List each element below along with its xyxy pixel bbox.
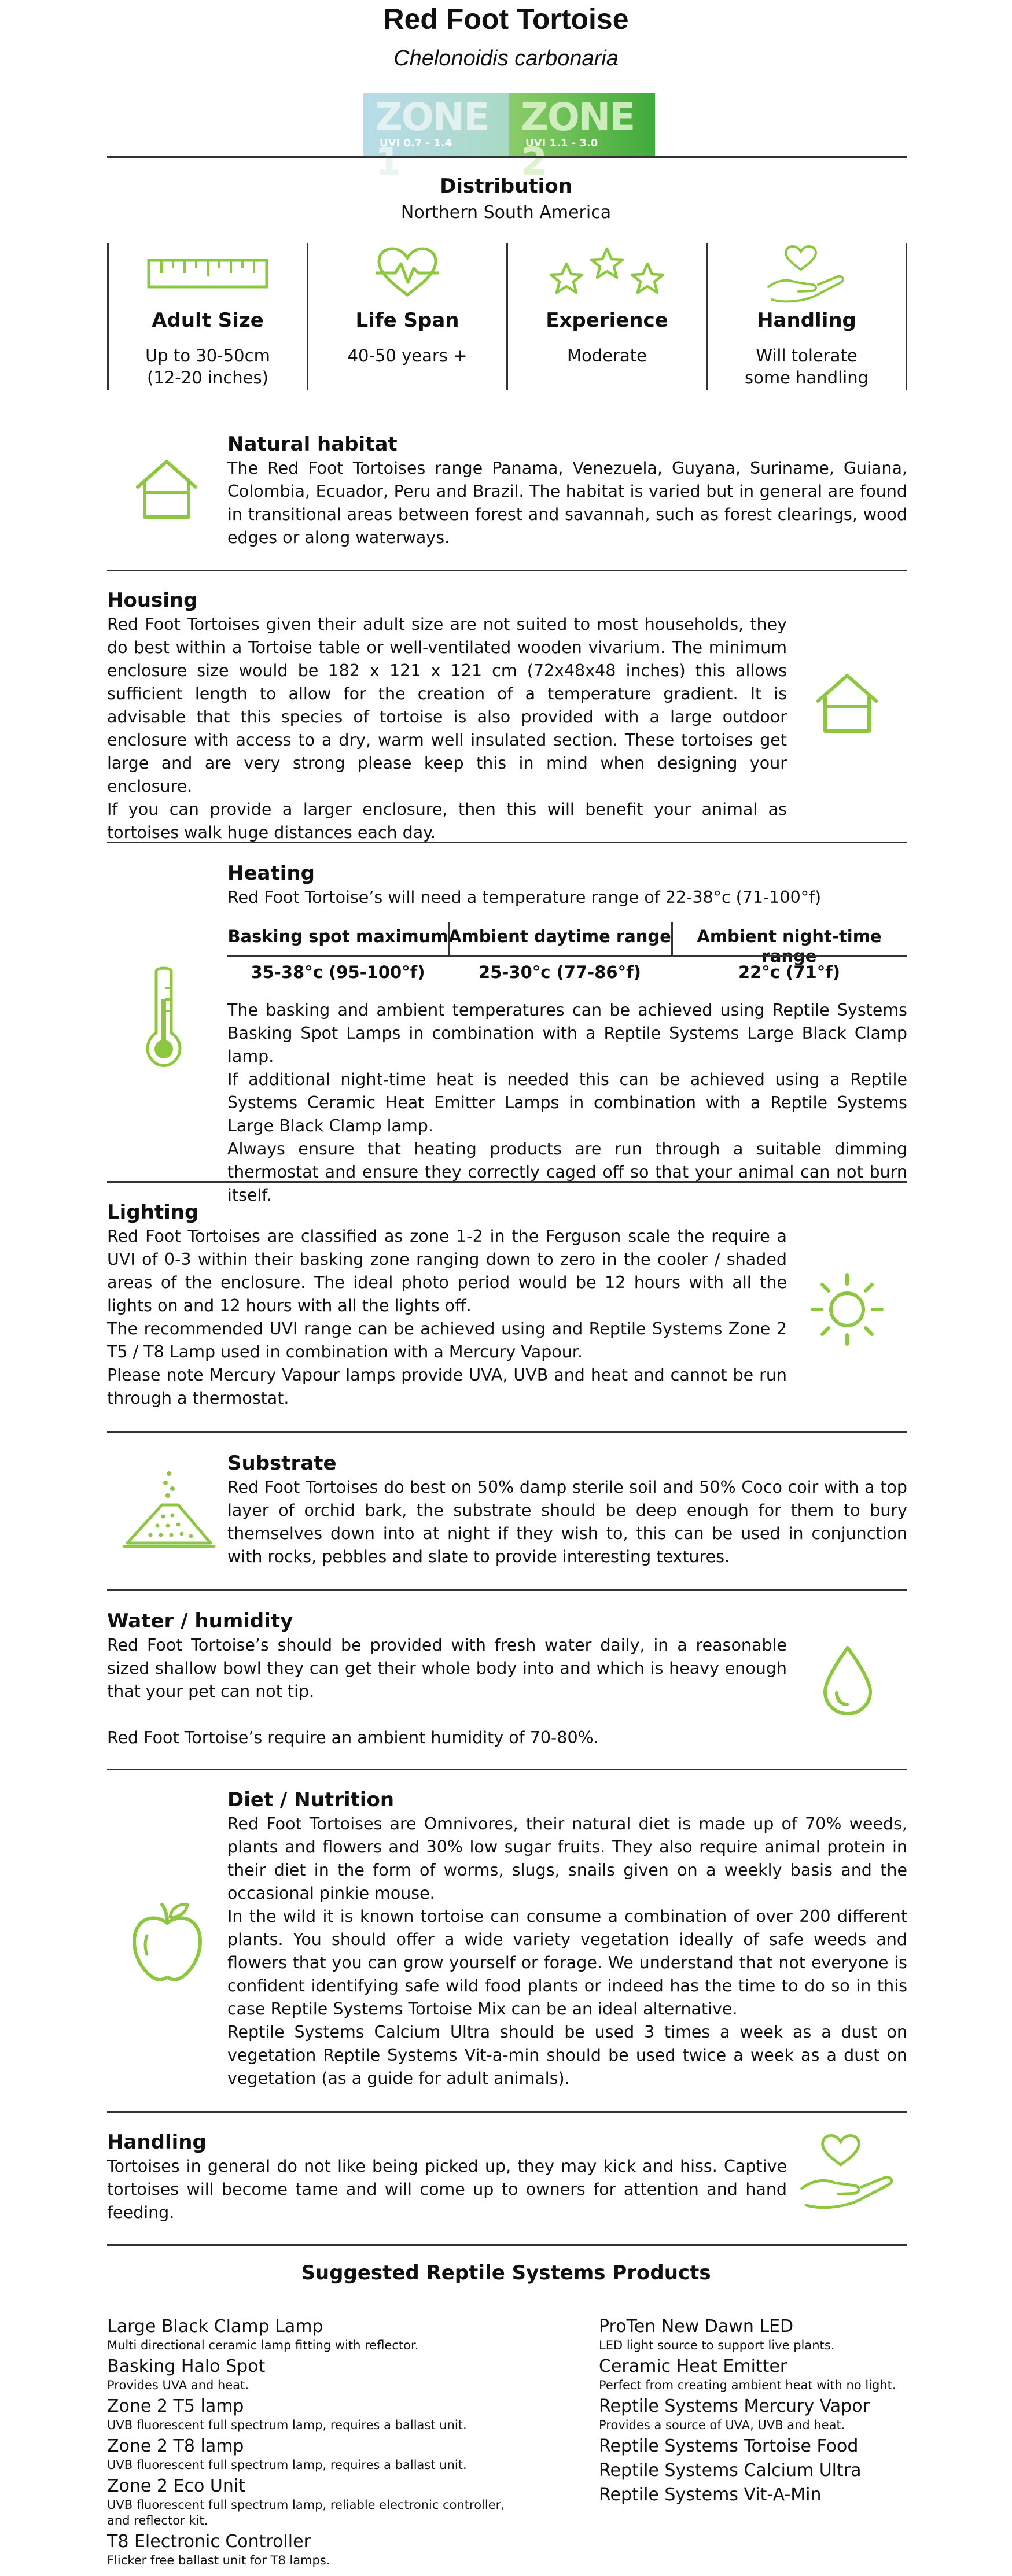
thermometer-icon: [143, 965, 184, 1069]
product-name: ProTen New Dawn LED: [599, 2316, 794, 2337]
stat-life-span: [307, 243, 506, 390]
table-cell: 22°c (71°f): [738, 962, 841, 982]
product-name: Reptile Systems Calcium Ultra: [599, 2460, 862, 2481]
stats-row: [107, 243, 907, 390]
paragraph: The basking and ambient temperatures can be achieved using Reptile Systems Basking Spot Lamps in combination with a Reptile Systems Large Black Clamp lamp.: [227, 1001, 907, 1066]
zone-1-uvi: UVI 0.7 - 1.4: [380, 137, 452, 149]
product-item: [599, 2396, 923, 2433]
paragraph: If additional night-time heat is needed this can be achieved using a Reptile Systems Ceramic Heat Emitter Lamps in combination with a Reptile Systems Large Black Clamp lamp.: [227, 1070, 907, 1135]
paragraph: Tortoises in general do not like being picked up, they may kick and hiss. Captive tortoises will become tame and will come up to owners for attention and hand feeding.: [107, 2157, 787, 2222]
paragraph: Reptile Systems Calcium Ultra should be used 3 times a week as a dust on vegetation Reptile Systems Vit-a-min should be used twice a week as a dust on vegetation (as a guide for adult animals).: [227, 2023, 907, 2088]
zone-2-name: ZONE 2: [521, 95, 635, 184]
product-name: Large Black Clamp Lamp: [107, 2316, 323, 2337]
stat-label: Life Span: [355, 309, 459, 332]
house-icon: [815, 671, 879, 736]
product-desc: UVB fluorescent full spectrum lamp, requires a ballast unit.: [107, 2458, 467, 2472]
page-title: Red Foot Tortoise: [383, 3, 629, 35]
diet-nutrition-title: Diet / Nutrition: [227, 1788, 395, 1811]
housing-text: [107, 613, 787, 844]
table-cell: 35-38°c (95-100°f): [251, 962, 425, 982]
stat-adult-size: [107, 243, 307, 390]
stat-label: Adult Size: [152, 309, 264, 332]
substrate-text: [227, 1476, 907, 1569]
water-humidity-title: Water / humidity: [107, 1610, 293, 1633]
stat-value: [109, 345, 307, 389]
products-list-left: [107, 2316, 570, 2571]
product-desc: UVB fluorescent full spectrum lamp, reliable electronic controller, and reflector kit.: [107, 2498, 505, 2527]
product-item: [599, 2316, 923, 2353]
hand-heart-icon: [798, 2134, 897, 2216]
product-item: [599, 2460, 923, 2482]
divider: [107, 570, 907, 571]
housing-title: Housing: [107, 589, 198, 612]
product-name: Basking Halo Spot: [107, 2356, 266, 2376]
product-desc: Flicker free ballast unit for T8 lamps.: [107, 2553, 330, 2567]
stars-icon: [546, 246, 668, 302]
product-item: [107, 2356, 570, 2393]
paragraph: The Red Foot Tortoises range Panama, Venezuela, Guyana, Suriname, Guiana, Colombia, Ecuador, Peru and Brazil. The habitat is varied but in general are found in transitional areas between forest and savannah, such as forest clearings, wood edges or along waterways.: [227, 459, 907, 547]
paragraph: Please note Mercury Vapour lamps provide UVA, UVB and heat and cannot be run through a thermostat.: [107, 1365, 787, 1408]
house-icon: [134, 457, 199, 522]
product-item: [107, 2531, 570, 2568]
natural-habitat-text: [227, 457, 907, 549]
paragraph: Red Foot Tortoises are classified as zone 1-2 in the Ferguson scale the require a UVI of 0-3 within their basking zone ranging down to zero in the cooler / shaded areas of the enclosure. The ideal photo period would be 12 hours with all the lights on and 12 hours with all the lights off.: [107, 1227, 787, 1315]
lighting-title: Lighting: [107, 1201, 199, 1224]
table-header: Basking spot maximum: [227, 927, 448, 946]
product-item: [107, 2316, 570, 2353]
stat-experience: [506, 243, 706, 390]
product-item: [107, 2435, 570, 2473]
stat-value-line: (12-20 inches): [147, 368, 268, 387]
handling-text: [107, 2155, 787, 2224]
product-name: Reptile Systems Vit-A-Min: [599, 2485, 822, 2505]
product-name: Zone 2 Eco Unit: [107, 2476, 245, 2496]
paragraph: Red Foot Tortoises given their adult size are not suited to most households, they do best within a Tortoise table or well-ventilated wooden vivarium. The minimum enclosure size would be 182 x 121 x 121 cm (72x48x48 inches) this allows sufficient length to allow for the creation of a temperature gradient. It is advisable that this species of tortoise is also provided with a large outdoor enclosure with access to a dry, warm well insulated section. These tortoises get large and are very strong please keep this in mind when designing your enclosure.: [107, 615, 787, 796]
apple-icon: [131, 1900, 204, 1982]
stat-value: [708, 345, 906, 389]
heating-title: Heating: [227, 862, 315, 885]
product-desc: Multi directional ceramic lamp fitting with reflector.: [107, 2338, 419, 2352]
table-divider: [671, 922, 673, 957]
divider: [107, 2111, 907, 2113]
paragraph: If you can provide a larger enclosure, then this will benefit your animal as tortoises walk huge distances each day.: [107, 800, 787, 842]
paragraph: The recommended UVI range can be achieved using and Reptile Systems Zone 2 T5 / T8 Lamp used in combination with a Mercury Vapour.: [107, 1319, 787, 1361]
lighting-text: [107, 1225, 787, 1410]
product-desc: Perfect from creating ambient heat with no light.: [599, 2378, 896, 2392]
paragraph: Red Foot Tortoises do best on 50% damp sterile soil and 50% Coco coir with a top layer of orchid bark, the substrate should be deep enough for them to bury themselves down into at night if they wish to, this can be used in conjunction with rocks, pebbles and slate to provide interesting textures.: [227, 1478, 907, 1566]
product-desc: Provides UVA and heat.: [107, 2378, 249, 2392]
divider: [107, 1769, 907, 1770]
product-name: Ceramic Heat Emitter: [599, 2356, 787, 2376]
divider: [107, 1431, 907, 1433]
zone-badge: [363, 93, 655, 184]
paragraph: Red Foot Tortoise’s require an ambient humidity of 70-80%.: [107, 1728, 599, 1747]
water-humidity-text: [107, 1634, 787, 1750]
paragraph: Always ensure that heating products are run through a suitable dimming thermostat and ensure they correctly caged off so that your animal can not burn itself.: [227, 1139, 907, 1205]
divider: [107, 2244, 907, 2246]
stat-value-line: Up to 30-50cm: [145, 346, 270, 366]
zone-2-uvi: UVI 1.1 - 3.0: [525, 137, 598, 149]
paragraph: Red Foot Tortoises are Omnivores, their natural diet is made up of 70% weeds, plants and flowers and 30% low sugar fruits. They also require animal protein in their diet in the form of worms, slugs, snails given on a weekly basis and the occasional pinkie mouse.: [227, 1814, 907, 1903]
divider: [107, 842, 907, 843]
sun-icon: [810, 1272, 884, 1346]
divider: [107, 1589, 907, 1591]
paragraph: Red Foot Tortoise’s should be provided with fresh water daily, in a reasonable sized shallow bowl they can get their whole body into and which is heavy enough that your pet can not tip.: [107, 1636, 787, 1701]
scientific-name: Chelonoidis carbonaria: [393, 46, 619, 71]
heating-text: [227, 999, 907, 1207]
table-cell: 25-30°c (77-86°f): [479, 962, 641, 982]
paragraph: In the wild it is known tortoise can consume a combination of over 200 different plants. You should offer a wide variety vegetation ideally of safe weeds and flowers that you can grow yourself or forage. We understand that not everyone is confident identifying safe wild food plants or indeed has the time to do so in this case Reptile Systems Tortoise Mix can be an ideal alternative.: [227, 1907, 907, 2018]
handling-title: Handling: [107, 2131, 207, 2154]
stat-handling: [706, 243, 907, 390]
natural-habitat-title: Natural habitat: [227, 433, 398, 456]
product-item: [599, 2435, 923, 2457]
water-drop-icon: [822, 1645, 874, 1717]
ruler-icon: [147, 253, 268, 294]
heating-intro: Red Foot Tortoise’s will need a temperature range of 22-38°c (71-100°f): [227, 888, 822, 907]
substrate-pile-icon: [123, 1470, 215, 1551]
distribution-title: Distribution: [440, 175, 572, 198]
table-divider: [448, 922, 450, 957]
paragraph: [107, 1703, 787, 1726]
product-desc: UVB fluorescent full spectrum lamp, requires a ballast unit.: [107, 2418, 467, 2432]
products-title: Suggested Reptile Systems Products: [301, 2261, 711, 2285]
stat-value-line: Will tolerate: [756, 346, 858, 366]
product-item: [599, 2356, 923, 2393]
diet-nutrition-text: [227, 1813, 907, 2090]
hand-heart-icon: [766, 246, 847, 304]
stat-value: [508, 345, 706, 367]
table-divider: [227, 955, 907, 957]
divider: [107, 156, 907, 158]
product-desc: Provides a source of UVA, UVB and heat.: [599, 2418, 845, 2432]
product-name: Reptile Systems Tortoise Food: [599, 2436, 859, 2456]
product-item: [107, 2475, 570, 2529]
product-name: Zone 2 T5 lamp: [107, 2396, 244, 2416]
table-header: Ambient night-time range: [697, 927, 882, 966]
heartbeat-icon: [376, 246, 439, 298]
zone-1-name: ZONE 1: [375, 95, 489, 184]
table-header: Ambient daytime range: [448, 927, 671, 946]
products-list-right: [599, 2316, 923, 2508]
product-name: Reptile Systems Mercury Vapor: [599, 2396, 870, 2416]
stat-value-line: some handling: [744, 368, 869, 387]
stat-label: Experience: [546, 309, 668, 332]
zone-1-badge: [363, 93, 509, 184]
temperature-table: [227, 922, 907, 988]
product-item: [107, 2396, 570, 2433]
divider: [107, 1181, 907, 1183]
zone-2-badge: [509, 93, 655, 184]
distribution-value: Northern South America: [400, 202, 612, 223]
stat-value-line: 40-50 years +: [347, 346, 468, 366]
stat-value-line: Moderate: [567, 346, 647, 366]
product-item: [599, 2484, 923, 2506]
product-desc: LED light source to support live plants.: [599, 2338, 835, 2352]
substrate-title: Substrate: [227, 1452, 337, 1475]
product-name: T8 Electronic Controller: [107, 2531, 311, 2552]
stat-value: [308, 345, 506, 367]
stat-label: Handling: [757, 309, 856, 332]
product-name: Zone 2 T8 lamp: [107, 2436, 244, 2456]
